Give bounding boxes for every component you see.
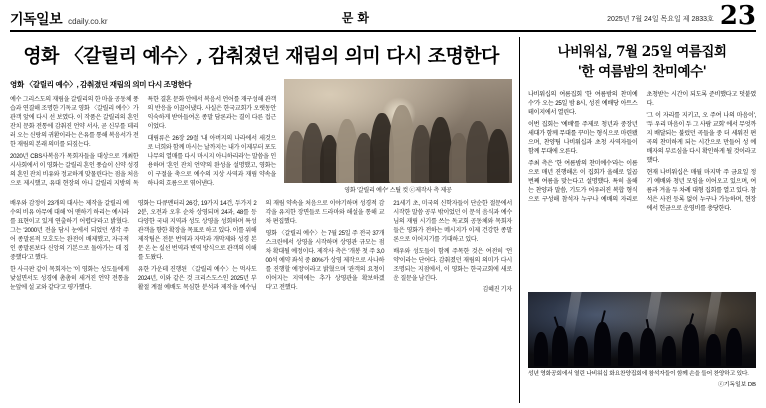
article-figure bbox=[284, 79, 512, 194]
paragraph: 나비워십의 여름집회 '한 여름밤의 찬미예수'가 오는 25일 밤 8시, 성진 예배당 아트스테이지에서 열린다. bbox=[528, 91, 638, 117]
paragraph: 주최 측은 '한 여름밤의 찬미예수'라는 이름으로 매년 진행해온 이 집회가 올해로 일곱 번째 여름을 맞는다고 설명했다. 특히 올해는 찬양과 말씀, 기도가 어우러진 복합 형식으로 구성해 참석자 누구나 예배의 자리로 초청받는 시간이 되도록 준비했다고 덧붙였다. bbox=[528, 91, 756, 204]
article-body-top bbox=[10, 95, 276, 195]
article-subhead: 영화 〈갈릴리 예수〉, 감춰졌던 재림의 의미 다시 조명한다 bbox=[10, 79, 192, 89]
paragraph: 한 사극판 같이 목회자는 '이 영화는 성도들에게 낯설면서도 성경에 촘촘히 새겨진 언약 전통을 눈앞에 설 교와 같다'고 평가했다. bbox=[10, 265, 129, 291]
photo-crowd bbox=[284, 79, 512, 183]
paragraph: 대림류은 26장 29절 '내 아버지의 나라에서 새것으로 너희와 함께 마시는 날까지는 내가 이제부터 포도나무의 열매를 다시 마시지 아니하리라'는 말씀을 인용하며 '혼인 잔치 언약'의 완성을 설명했고, 영화는 이 구절을 축으로 예수의 지상 사역과 재림 약속을 하나의 흐름으로 엮어낸다. bbox=[147, 134, 276, 187]
page-number: 23 bbox=[719, 0, 756, 31]
figure-caption: 영화 '갈릴리 예수' 스틸 컷 ⓒ제작사 측 제공 bbox=[344, 187, 452, 194]
paragraph: 예수 그리스도의 재림을 갈릴리의 한 마을 공동체 풍습과 연결해 조명한 기독교 영화 〈갈릴리 예수〉가 관객 앞에 다시 선 보였다. 이 작품은 갈릴리의 혼인 잔치 문화 전통에 감춰진 언약 서사, 곧 신부를 데리러 오는 신랑의 귀환이라는 은유를 통해 복음서가 전한 재림의 본래 의미를 되짚는다. bbox=[10, 95, 139, 148]
paragraph: 이번 집회는 '예배'를 주제로 청년과 중장년 세대가 함께 무대를 꾸미는 형식으로 마련됐으며, 찬양팀 나비워십과 초청 사역자들이 함께 무대에 오른다. bbox=[528, 121, 638, 156]
paragraph: 영화 〈갈릴리 예수〉는 7월 25일 주 전국 37개 스크린에서 상영을 시작하며 상영관 규모는 점차 확대될 예정이다. 제작사 측은 '개봉 첫 주 3,000석 예약 좌석 중 80%가 상영 제작으로 사나하를 진행할 예정'이라고 밝혔으며 '관객의 요청이 이어지는 지역에는 추가 상영관을 확보하겠다'고 전했다. bbox=[265, 229, 385, 291]
right-headline-line2: '한 여름밤의 찬미예수' bbox=[577, 63, 707, 80]
paragraph: 영화는 다큐멘터리 26강, 19가지 14건, 두가지 22분, 오전과 오후 순차 상영되며 24과, 48를 등 다양한 국내 지역과 성도 상영을 성회하며 특성 관객을 향한 확장을 목표로 하고 있다. 이를 위해 제작팀은 전문 번역과 자막과 개막제와 성경 본문 온 논 실선 번역과 변역 방식으로 관객의 이해를 도왔다. bbox=[137, 199, 257, 261]
publication-logo[interactable]: 기독일보 bbox=[10, 12, 63, 28]
masthead-right bbox=[607, 0, 756, 31]
right-headline-line1: 나비워십, 7월 25일 여름집회 bbox=[557, 44, 727, 60]
masthead bbox=[10, 0, 756, 32]
paragraph: '그 이 자리를 지키고, 오 주여 나의 마음이', '두 우리 마음이 두 그 사람 교회' 에서 무엇까지 배달되는 불렀던 곡들을 중 더 세워진 편곡의 찬미하게 되는 시간으로 만들어 성 예배자의 부르심을 다시 확인하게 될 것이라고 했다. bbox=[646, 112, 756, 165]
worship-night-photo bbox=[528, 292, 756, 368]
section-title: 문화 bbox=[341, 11, 373, 25]
paragraph: 2020년 CBS사복음가 목회자들을 대상으로 개최한 시사회에서 이 영화는 갈릴리 혼인 풍습이 신약 성경의 혼인 잔치 비유와 정교하게 맞물린다는 점을 처음으로 제시했고, 유대 현장의 아니 갈릴리 지방의 독특한 결혼 문화 안에서 복음서 언어를 재구성해 관객의 반응을 이끌어냈다. 사실은 한국교회가 오랫동안 익숙하게 받아들여온 종말 담론과는 결이 다른 접근이었다. bbox=[10, 95, 276, 187]
paragraph: 유한 가운데 진행된 〈갈릴리 예수〉는 먹사도 2024년, 이와 같은 것 크리스도스인 2025년 부활절 계절 예배도 목심한 분석과 제작을 예수님의 재림 약속을 처음으로 이야기하며 성경적 감각을 유지한 장면들로 드라마와 해설을 통해 교차 편집했다. bbox=[137, 199, 385, 291]
paragraph: 배우와 성도들이 함께 주목한 것은 여전히 '언약'이라는 단어다. 감춰졌던 재림의 의미가 다시 조명되는 지점에서, 이 영화는 한국교회에 새로운 질문을 남긴다. bbox=[393, 247, 512, 282]
article-body-main bbox=[10, 199, 512, 407]
right-headline bbox=[528, 43, 756, 82]
paragraph: 21세기 초, 미국의 신학자들이 단순한 절문에서 시작한 말씀 공부 밖이었던 이 문석 음식과 예수님의 재림 시기를 쓰는 독교회 공동체와 목회자들은 영화가 전하는 메시지가 이제 건강한 종말론으로 이어지기를 기대하고 있다. bbox=[393, 199, 512, 243]
right-article bbox=[520, 37, 756, 403]
paragraph: 배우와 감정이 23개의 대사는 제작을 갈릴리 예수의 비유 아무에 대해 '어 맨하기 하리는 예시라를 표현이고 있게 연출하기 어렵다'라고 밝혔다. 그는 '2000년 전을 담시 눈에서 되었던 생각 주어 종말론적 모호도는 완전이 배제했고, 자극적인 종말론보다 신앙의 기본으로 돌아가는 데 집중했다'고 했다. bbox=[10, 199, 129, 261]
page-title: 영화 〈갈릴리 예수〉, 감춰졌던 재림의 의미 다시 조명한다 bbox=[23, 45, 499, 67]
paragraph: 현재 나비워십은 매월 마지막 주 금요일 정기 예배와 청년 모임을 이어오고 있으며, 여름과 겨울 두 차례 대형 집회를 열고 있다. 참석은 사전 등록 없이 누구나 가능하며, 현장에서 헌금으로 운영비를 충당한다. bbox=[646, 169, 756, 213]
issue-date: 2025년 7월 24일 목요일 제 2833호 bbox=[607, 16, 714, 23]
figure-credit: ⓒ기독일보 DB bbox=[718, 382, 756, 389]
figure-caption: 성년 영화공회에서 열린 나비워십 화요찬양집회에 참석자들이 함께 손을 들어 찬양하고 있다. bbox=[528, 371, 749, 378]
article-byline: 김혜진 기자 bbox=[482, 286, 512, 293]
galilee-jesus-still bbox=[284, 79, 512, 183]
right-article-body bbox=[528, 90, 756, 286]
left-article bbox=[10, 37, 520, 403]
publication-url[interactable]: cdaily.co.kr bbox=[68, 17, 108, 26]
page-body bbox=[10, 37, 756, 403]
